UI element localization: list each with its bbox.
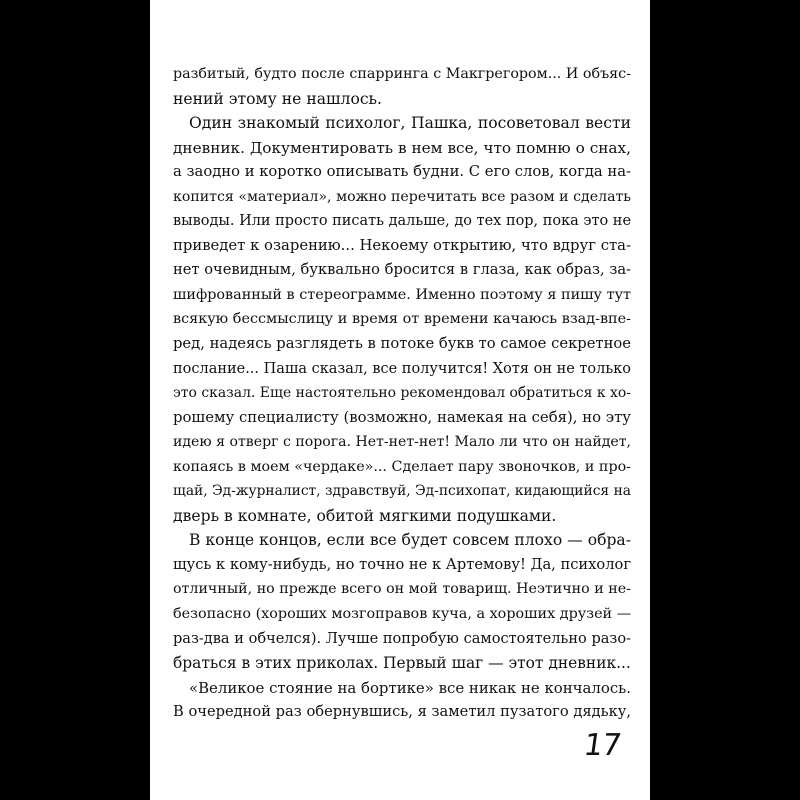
text-line: всякую бессмыслицу и время от времени качаюсь взад-впе- <box>173 311 631 328</box>
text-line: шифрованный в стереограмме. Именно поэтому я пишу тут <box>173 286 631 303</box>
text-line: приведет к озарению... Некоему открытию, что вдруг ста- <box>173 236 631 254</box>
text-line: «Великое стояние на бортике» все никак не кончалось. <box>189 678 631 697</box>
book-page <box>150 0 650 800</box>
text-line: щай, Эд-журналист, здравствуй, Эд-психопат, кидающийся на <box>173 483 631 500</box>
text-line: дневник. Документировать в нем все, что помню о снах, <box>173 138 631 157</box>
text-line: безопасно (хороших мозгоправов куча, а хороших друзей — <box>173 606 632 623</box>
text-line: нет очевидным, буквально бросится в глаза, как образ, за- <box>173 261 631 279</box>
text-line: рошему специалисту (возможно, намекая на себя), но эту <box>173 408 631 426</box>
text-line: это сказал. Еще настоятельно рекомендовал обратиться к хо- <box>173 385 631 402</box>
text-line: раз-два и обчелся). Лучше попробую самостоятельно разо- <box>173 630 631 647</box>
text-line: выводы. Или просто писать дальше, до тех пор, пока это не <box>173 213 631 230</box>
text-line: разбитый, будто после спарринга с Макгрегором... И объяс- <box>173 66 631 82</box>
text-line: дверь в комнате, обитой мягкими подушками. <box>173 506 557 525</box>
text-line: копится «материал», можно перечитать все разом и сделать <box>173 188 631 205</box>
body-text <box>173 62 631 725</box>
page-number: 17 <box>581 728 623 763</box>
text-line: В очередной раз обернувшись, я заметил пузатого дядьку, <box>173 703 631 721</box>
text-line: послание... Паша сказал, все получится! Хотя он не только <box>173 360 631 377</box>
text-line: копаясь в моем «чердаке»... Сделает пару звоночков, и про- <box>173 458 631 475</box>
text-line: нений этому не нашлось. <box>173 89 383 108</box>
text-line: Один знакомый психолог, Пашка, посоветовал вести <box>189 114 631 133</box>
text-line: а заодно и коротко описывать будни. С его слов, когда на- <box>173 163 631 181</box>
text-line: браться в этих приколах. Первый шаг — этот дневник... <box>173 654 631 673</box>
text-line: ред, надеясь разглядеть в потоке букв то самое секретное <box>173 335 631 353</box>
text-line: отличный, но прежде всего он мой товарищ. Неэтично и не- <box>173 581 631 598</box>
text-line: идею я отверг с порога. Нет-нет-нет! Мало ли что он найдет, <box>173 434 631 451</box>
text-line: щусь к кому-нибудь, но точно не к Артемову! Да, психолог <box>173 555 631 573</box>
text-line: В конце концов, если все будет совсем плохо — обра- <box>189 531 631 550</box>
